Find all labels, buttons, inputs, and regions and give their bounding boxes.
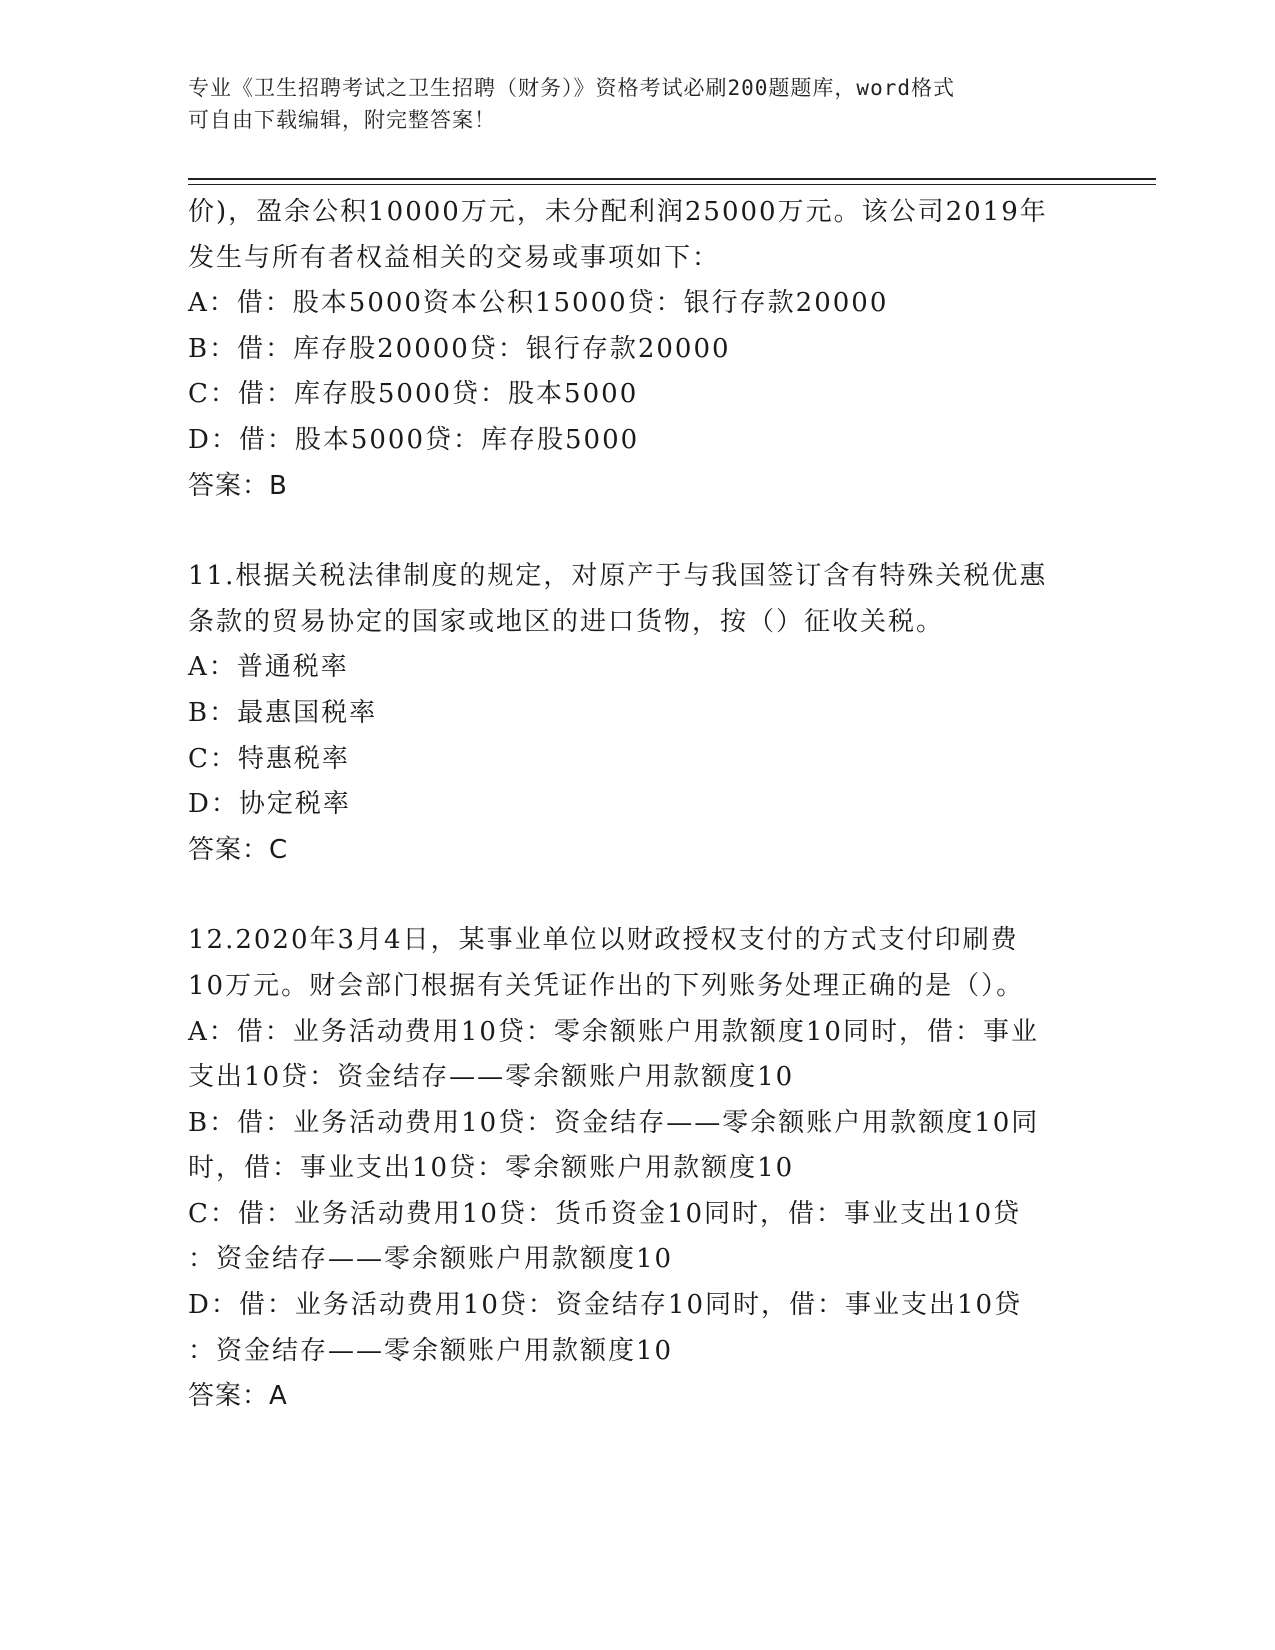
option-b: B：借：库存股20000贷：银行存款20000 — [188, 333, 731, 364]
option-c: C：借：业务活动费用10贷：货币资金10同时，借：事业支出10贷 — [188, 1198, 1022, 1229]
option-d: D：借：业务活动费用10贷：资金结存10同时，借：事业支出10贷 — [188, 1290, 1023, 1321]
question-text-line: 价)，盈余公积10000万元，未分配利润25000万元。该公司2019年 — [188, 197, 1048, 227]
option-d-continued: ：资金结存——零余额账户用款额度10 — [188, 1335, 674, 1366]
document-header — [188, 72, 1068, 136]
answer-line: 答案：A — [188, 1381, 288, 1412]
question-text-line: 11.根据关税法律制度的规定，对原产于与我国签订含有特殊关税优惠 — [188, 561, 1048, 592]
option-a: A：普通税率 — [188, 652, 349, 683]
option-a: A：借：业务活动费用10贷：零余额账户用款额度10同时，借：事业 — [188, 1016, 1039, 1047]
option-b: B：最惠国税率 — [188, 697, 378, 728]
question-text-line: 条款的贸易协定的国家或地区的进口货物，按（）征收关税。 — [188, 606, 945, 637]
question-text-line: 12.2020年3月4日，某事业单位以财政授权支付的方式支付印刷费 — [188, 925, 1019, 956]
option-d: D：借：股本5000贷：库存股5000 — [188, 424, 640, 455]
question-12 — [188, 918, 1088, 1420]
option-b-continued: 时，借：事业支出10贷：零余额账户用款额度10 — [188, 1153, 795, 1184]
answer-line: 答案：C — [188, 834, 289, 865]
question-text-line: 发生与所有者权益相关的交易或事项如下： — [188, 242, 721, 273]
header-divider-thin — [188, 184, 1156, 185]
spacer — [188, 509, 1088, 554]
question-text-line: 10万元。财会部门根据有关凭证作出的下列账务处理正确的是（）。 — [188, 970, 1025, 1001]
spacer — [188, 873, 1088, 918]
question-10-continued — [188, 190, 1088, 509]
question-11 — [188, 554, 1088, 873]
option-a-continued: 支出10贷：资金结存——零余额账户用款额度10 — [188, 1062, 795, 1093]
answer-line: 答案：B — [188, 470, 288, 501]
header-line-1: 专业《卫生招聘考试之卫生招聘（财务）》资格考试必刷200题题库，word格式 — [188, 76, 955, 100]
header-line-2: 可自由下载编辑，附完整答案！ — [188, 108, 496, 132]
header-divider-thick — [188, 178, 1156, 180]
document-body — [188, 190, 1088, 1420]
option-a: A：借：股本5000资本公积15000贷：银行存款20000 — [188, 288, 889, 319]
option-d: D：协定税率 — [188, 789, 351, 820]
option-b: B：借：业务活动费用10贷：资金结存——零余额账户用款额度10同 — [188, 1107, 1040, 1138]
option-c: C：借：库存股5000贷：股本5000 — [188, 379, 639, 410]
option-c: C：特惠税率 — [188, 743, 350, 774]
option-c-continued: ：资金结存——零余额账户用款额度10 — [188, 1244, 674, 1275]
